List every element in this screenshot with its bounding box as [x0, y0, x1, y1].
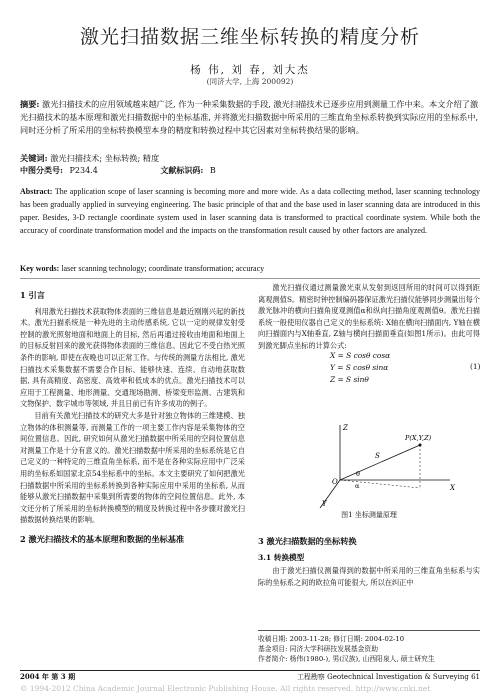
keywords-en-label: Key words:	[20, 264, 60, 273]
label-theta: θ	[356, 470, 360, 478]
separator-line	[20, 278, 480, 279]
keywords-zh-label: 关键词:	[20, 153, 48, 163]
affiliation: (同济大学, 上海 200092)	[206, 77, 294, 86]
classification-row	[20, 165, 480, 176]
footnote	[258, 634, 480, 664]
clc-label: 中图分类号:	[20, 165, 63, 175]
abstract-en	[20, 185, 480, 237]
keywords-zh-text: 激光扫描技术; 坐标转换; 精度	[50, 153, 160, 163]
footnote-author: 作者简介: 杨伟(1980-), 男(汉族), 山西阳泉人, 硕士研究生	[258, 655, 435, 663]
keywords-en	[20, 262, 480, 275]
section-1-title: 1 引言	[20, 290, 45, 300]
abstract-zh-text: 激光扫描技术的应用领域越来越广泛, 作为一种采集数据的手段, 激光扫描技术已逐步应用到测量工作中来。本文介绍了激光扫描技术的基本原理和激光扫描数据中的坐标基准, 并将激光扫描数据中所采用的三维直角坐标系转换到实际应用的坐标系中, 同时还分析了所采用的坐标转换模型本身的精度和转换过程中其它因素对坐标转换结果的影响。	[20, 99, 479, 135]
footnote-fund: 基金项目: 同济大学科研技发展基金资助	[258, 645, 378, 653]
equation-line-x: X = S cosθ cosα	[330, 351, 391, 360]
abstract-en-text: The application scope of laser scanning is becoming more and more wide. As a data collecting method, laser scanning technology has been gradually applied in surveying engineering. The basic principle of that and the base used in laser scanning data are introduced in this paper. Besides, 3-D rectangle coordinate system used in laser scanning data is transformed to practical coordinate system. While both the accuracy of coordinate transformation model and the impacts on the transformation result caused by other factors are analyzed.	[20, 187, 480, 235]
abstract-en-label: Abstract:	[20, 187, 53, 196]
footnote-line	[258, 630, 480, 631]
section-3-1-paragraph: 由于激光扫描仪测量得到的数据中所采用的三维直角坐标系与实际的坐标系之间的欧拉角可能很大, 所以在纠正中	[258, 566, 480, 587]
point-p	[419, 444, 422, 447]
label-origin: O	[332, 478, 338, 486]
label-range: S	[375, 452, 380, 460]
section-3-title: 3 激光扫描数据的坐标转换	[258, 536, 357, 546]
section-1-paragraph-1: 利用激光扫描技术获取物体表面的三维信息是最近刚刚兴起的新技术。激光扫描系统是一种先进的主动传感系统, 它以一定的规律发射受控制的激光照射地面和地面上的目标, 然后再通过接收由地面和地面上的目标反射回来的激光获得物体表面的三维信息。因此它不受白热光照条件的影响, 即使在夜晚也可以正常工作。与传统的测量方法相比, 激光扫描技术采集数据不需要合作目标、能够快速、连续、自动地获取数据, 具有高精度、高密度、高效率和低成本的优点。激光扫描技术可以应用于工程测量、地形测量、交通现场勘测、桥梁变形监测、古建筑和文物保护、数字城市等领域, 并且日前已有许多成功的例子。	[20, 306, 245, 409]
range-vector	[340, 445, 420, 480]
label-point: P(X,Y,Z)	[405, 434, 432, 442]
authors: 杨 伟, 刘 春, 刘大杰	[190, 64, 310, 76]
label-x: X	[450, 484, 455, 492]
section-3-1-title: 3.1 转换模型	[258, 552, 305, 562]
issue-label: 2004 年 第 3 期	[20, 672, 76, 681]
footnote-received: 收稿日期: 2003-11-28; 修订日期: 2004-02-10	[258, 635, 405, 643]
journal-page-label: 工程勘察 Geotechnical Investigation & Surveying 61	[296, 673, 480, 681]
section-2-title: 2 激光扫描技术的基本原理和数据的坐标基准	[20, 533, 185, 544]
section-3	[258, 528, 480, 588]
copyright-notice: © 1994-2012 China Academic Journal Electronic Publishing House. All rights reserved. http://www.cnki.net	[20, 684, 431, 693]
equation-line-z: Z = S sinθ	[330, 375, 369, 384]
right-column	[258, 282, 480, 352]
doc-code-value: B	[209, 166, 216, 175]
doc-code-label: 文献标识码:	[160, 165, 204, 175]
section-1-paragraph-2: 目前有关激光扫描技术的研究大多是针对独立物体的三维建模、独立物体的体积测量等, 而测量工作的一项主要工作内容是采集物体的空间位置信息。因此, 研究如何从激光扫描数据中所采用的空间位置信息对测量工作是十分有意义的。激光扫描数据中所采用的坐标系统是它自己定义的一种特定的三维直角坐标系, 而不是在各种实际应用中广泛采用的坐标系如国家北京54坐标系中的坐标。本文主要研究了如何把激光扫描数据中所采用的坐标系转换到各种实际应用中采用的坐标系, 从而能够从激光扫描数据中采集到所需要的物体的空间位置信息。此外, 本文还分析了所采用的坐标转换模型的精度及转换过程中各步骤对激光扫描数据转换结果的影响。	[20, 410, 245, 525]
abstract-zh-label: 摘要:	[20, 99, 40, 109]
horizontal-projection	[340, 480, 420, 488]
equation-number: (1)	[470, 362, 481, 371]
label-alpha: α	[355, 482, 360, 490]
keywords-zh	[20, 152, 480, 165]
page-footer-line	[20, 670, 480, 671]
figure-caption: 图1 坐标测量原理	[341, 511, 397, 519]
abstract-zh	[20, 98, 480, 137]
label-y: Y	[322, 500, 327, 508]
label-z: Z	[343, 424, 348, 432]
keywords-en-text: laser scanning technology; coordinate transformation; accuracy	[61, 264, 265, 273]
equation-1	[330, 350, 390, 386]
left-column	[20, 282, 245, 549]
paper-title: 激光扫描数据三维坐标转换的精度分析	[79, 26, 420, 48]
equation-line-y: Y = S cosθ sinα	[330, 363, 389, 372]
section-2-paragraph-1: 激光扫描仪通过测量激光束从发射到返回所用的时间可以得到距离观测值S。精密时钟控制编码器保证激光扫描仪能够同步测量出每个激光脉冲的横向扫描角度观测值α和纵向扫描角度观测值θ。激光扫描系统一般使用仪器自己定义的坐标系统: X轴在横向扫描面内, Y轴在横向扫描面内与X轴垂直, Z轴与横向扫描面垂直(如图1所示)。由此可得到激光脚点坐标的计算公式:	[258, 283, 480, 350]
clc-value: P234.4	[69, 166, 98, 175]
coordinate-figure	[300, 420, 460, 510]
